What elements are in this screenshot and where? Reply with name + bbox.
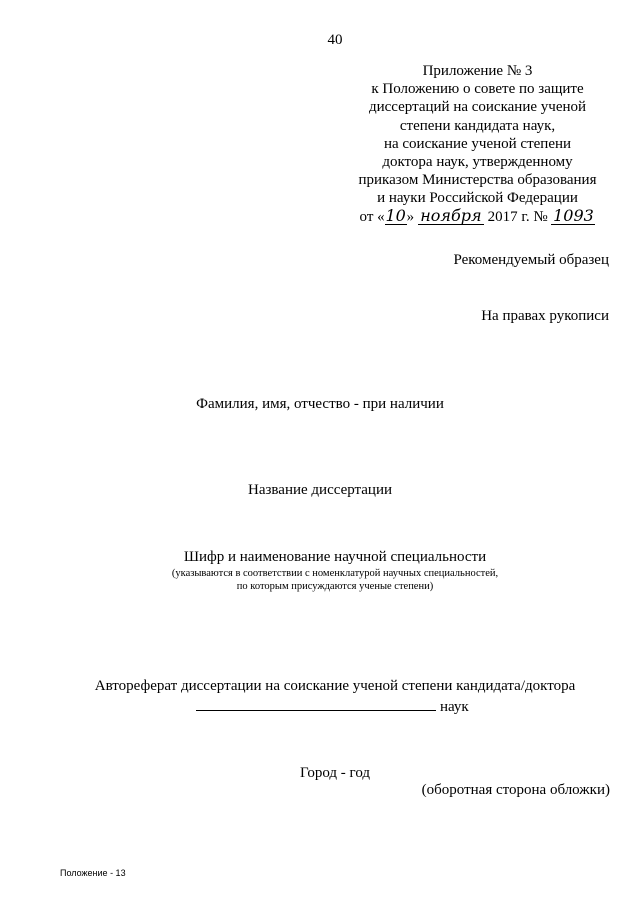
back-cover-note: (оборотная сторона обложки)	[421, 782, 610, 798]
author-name-field: Фамилия, имя, отчество - при наличии	[196, 396, 444, 412]
page-number: 40	[327, 32, 343, 48]
footer-label: Положение - 13	[60, 868, 126, 878]
appendix-line: к Положению о совете по защите	[371, 81, 584, 98]
recommended-sample-label: Рекомендуемый образец	[453, 252, 609, 268]
order-day-handwritten: 10	[385, 205, 406, 225]
manuscript-rights-label: На правах рукописи	[481, 308, 609, 324]
order-reference	[345, 205, 610, 226]
appendix-header	[345, 62, 610, 226]
dissertation-title-field: Название диссертации	[247, 482, 393, 498]
blank-underline	[196, 696, 436, 711]
appendix-line: Приложение № 3	[422, 63, 533, 79]
appendix-line: и науки Российской Федерации	[377, 190, 578, 207]
science-suffix: наук	[440, 699, 469, 715]
specialty-note	[0, 567, 640, 593]
appendix-line: приказом Министерства образования	[358, 172, 597, 189]
appendix-line: доктора наук, утвержденному	[382, 154, 573, 171]
specialty-note-line: (указываются в соответствии с номенклатурой научных специальностей,	[171, 568, 499, 579]
city-year-field: Город - год	[300, 765, 371, 781]
abstract-title: Автореферат диссертации на соискание ученой степени кандидата/доктора	[94, 678, 576, 694]
order-number-handwritten: 1093	[553, 205, 594, 225]
appendix-line: степени кандидата наук,	[399, 117, 556, 134]
order-mid: »	[406, 208, 418, 225]
specialty-note-line: по которым присуждаются ученые степени)	[236, 581, 434, 592]
order-year: 2017 г. №	[483, 208, 552, 225]
appendix-line: диссертаций на соискание ученой	[368, 99, 587, 116]
appendix-line: на соискание ученой степени	[383, 135, 572, 152]
order-month-handwritten: ноября	[418, 208, 484, 225]
specialty-title: Шифр и наименование научной специальности	[183, 549, 487, 565]
order-prefix: от «	[359, 208, 385, 225]
science-field-line	[196, 696, 469, 716]
